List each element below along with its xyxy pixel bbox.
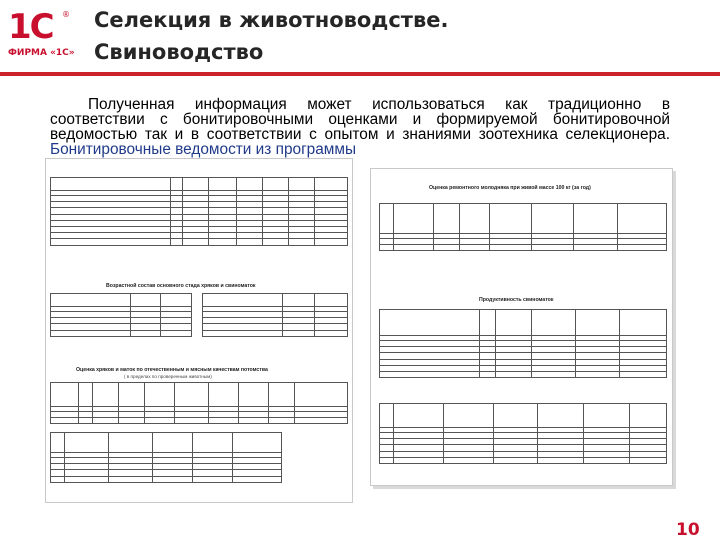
offspring-evaluation-subtitle: ( в пределах по проверенным животным) — [124, 374, 212, 379]
boars-age-table — [50, 293, 192, 337]
bonitation-report-left — [45, 158, 353, 503]
paragraph-highlight: Бонитировочные ведомости из программы — [50, 141, 357, 158]
logo-mark: 1С — [8, 7, 53, 47]
age-composition-title: Возрастной состав основного стада хряков и свиноматок — [106, 283, 256, 289]
offspring-evaluation-title: Оценка хряков и маток по отечественным и мясным качествам потомства — [76, 367, 268, 373]
logo-subtitle: ФИРМА «1С» — [8, 48, 75, 58]
weaning-results-table — [379, 403, 667, 464]
young-stock-evaluation-title: Оценка ремонтного молодняка при живой массе 100 кг (за год) — [429, 185, 591, 191]
page-number: 10 — [676, 520, 700, 540]
body-paragraph — [50, 97, 670, 157]
paragraph-text: Полученная информация может использоваться как традиционно в соответствии с бонитировочными оценками и формируемой бонитировочной ведомостью так и в соответствии с опытом и знаниями зоотехника селекционера. — [50, 96, 670, 143]
sow-productivity-table — [379, 309, 667, 378]
header-divider — [0, 72, 720, 76]
bonitation-report-right — [370, 168, 673, 486]
breed-composition-table — [50, 177, 348, 246]
slide-title — [94, 4, 694, 68]
slide-title-line-1: Селекция в животноводстве. — [94, 8, 449, 32]
offspring-evaluation-table — [50, 382, 348, 424]
registered-mark: ® — [62, 10, 70, 19]
company-logo — [8, 7, 75, 64]
slide-title-line-2: Свиноводство — [94, 40, 264, 64]
young-stock-evaluation-table — [379, 203, 667, 251]
sows-age-table — [202, 293, 348, 337]
sow-productivity-title: Продуктивность свиноматок — [479, 297, 554, 303]
litter-weaning-table — [50, 432, 282, 483]
